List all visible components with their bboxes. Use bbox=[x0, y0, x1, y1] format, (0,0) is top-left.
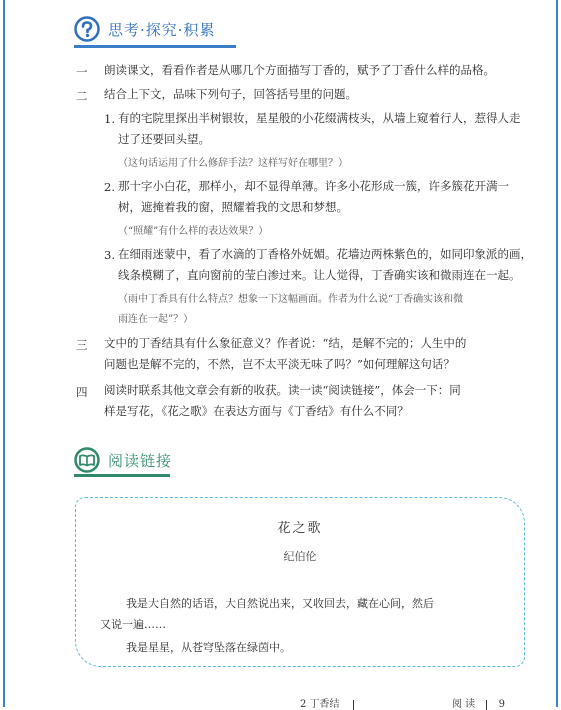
question-marker: 四 bbox=[76, 385, 88, 399]
footer-lesson: 2 丁香结 bbox=[300, 695, 354, 710]
page-number: 9 bbox=[498, 699, 505, 710]
question-mark-icon bbox=[74, 16, 100, 42]
footer-divider bbox=[353, 700, 354, 710]
section-title: 思考·探究·积累 bbox=[108, 20, 216, 39]
book-icon bbox=[74, 447, 100, 473]
poem-line: 我是大自然的话语，大自然说出来，又收回去，藏在心间，然后 bbox=[126, 597, 434, 610]
section-title: 阅读链接 bbox=[108, 451, 173, 470]
item-number: 1. bbox=[104, 112, 115, 126]
footer-book: 阅 读 9 bbox=[452, 699, 505, 710]
item-number: 2. bbox=[104, 180, 115, 194]
question-marker: 三 bbox=[76, 338, 88, 352]
question-line: 问题也是解不完的，不然，岂不太平淡无味了吗？”如何理解这句话？ bbox=[104, 357, 455, 371]
item-hint: （“照耀”有什么样的表达效果？） bbox=[118, 226, 269, 237]
section-underline bbox=[74, 45, 236, 48]
question-line: 结合上下文，品味下列句子，回答括号里的问题。 bbox=[104, 87, 357, 101]
poem-title: 花之歌 bbox=[277, 521, 323, 536]
question-line: 文中的丁香结具有什么象征意义？作者说：“结，是解不完的；人生中的 bbox=[104, 336, 467, 350]
item-line: 有的宅院里探出半树银妆，星星般的小花缀满枝头，从墙上窥着行人，惹得人走 bbox=[118, 111, 521, 125]
item-hint: （雨中丁香具有什么特点？想象一下这幅画面。作者为什么说“丁香确实该和微 bbox=[118, 294, 464, 305]
question-line: 朗读课文，看看作者是从哪几个方面描写丁香的，赋予了丁香什么样的品格。 bbox=[104, 63, 495, 77]
poem-line: 又说一遍…… bbox=[100, 618, 166, 631]
reading-link-box bbox=[75, 497, 525, 667]
item-hint: 雨连在一起”？） bbox=[118, 314, 194, 325]
right-border bbox=[556, 0, 558, 707]
question-marker: 二 bbox=[76, 89, 88, 103]
left-border bbox=[3, 0, 5, 707]
section-header-think bbox=[74, 16, 216, 42]
item-hint: （这句话运用了什么修辞手法？这样写好在哪里？） bbox=[118, 158, 348, 169]
question-marker: 一 bbox=[76, 65, 88, 79]
item-number: 3. bbox=[104, 248, 115, 262]
item-line: 线条模糊了，直向窗前的莹白渗过来。让人觉得，丁香确实该和微雨连在一起。 bbox=[118, 268, 521, 282]
section-underline bbox=[74, 474, 170, 477]
poem-line: 我是星星，从苍穹坠落在绿茵中。 bbox=[126, 641, 291, 654]
footer-divider bbox=[486, 700, 487, 710]
item-line: 那十字小白花，那样小，却不显得单薄。许多小花形成一簇，许多簇花开满一 bbox=[118, 179, 509, 193]
poem-author: 纪伯伦 bbox=[283, 550, 317, 563]
question-line: 样是写花，《花之歌》在表达方面与《丁香结》有什么不同？ bbox=[104, 404, 409, 418]
item-line: 树，遮掩着我的窗，照耀着我的文思和梦想。 bbox=[118, 200, 348, 214]
section-header-reading-link bbox=[74, 447, 172, 473]
question-line: 阅读时联系其他文章会有新的收获。读一读“阅读链接”，体会一下：同 bbox=[104, 383, 461, 397]
item-line: 过了还要回头望。 bbox=[118, 132, 210, 146]
item-line: 在细雨迷蒙中，看了水滴的丁香格外妩媚。花墙边两株紫色的，如同印象派的画， bbox=[118, 247, 532, 261]
